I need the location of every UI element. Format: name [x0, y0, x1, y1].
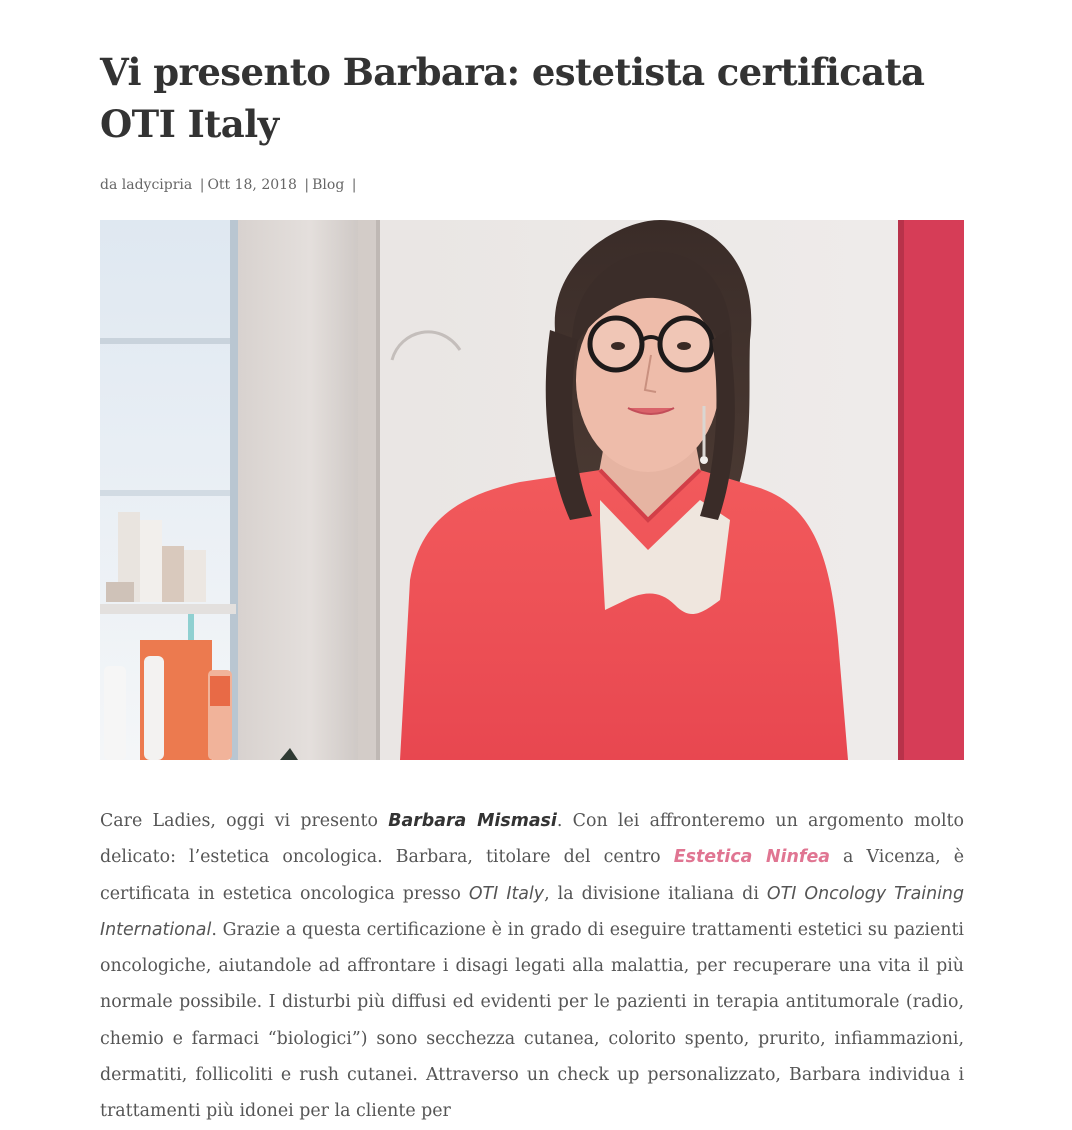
photo-portrait-icon	[100, 220, 964, 760]
meta-separator: |	[304, 177, 310, 193]
meta-by-prefix: da	[100, 177, 118, 193]
blog-article	[100, 0, 965, 1122]
post-date: Ott 18, 2018	[207, 177, 297, 193]
body-text-2: . Con lei affronteremo un argomento molto delicato: l’estetica oncologica. Barbara, titolare del centro	[100, 811, 965, 868]
oti-full-name: OTI Oncology Training International	[100, 883, 964, 940]
post-title: Vi presento Barbara: estetista certificata OTI Italy	[100, 50, 925, 146]
person-name: Barbara Mismasi	[388, 811, 557, 831]
author-link[interactable]: ladycipria	[121, 177, 193, 193]
estetica-ninfea-link[interactable]: Estetica Ninfea	[673, 847, 830, 868]
featured-image	[100, 220, 964, 760]
post-meta	[100, 174, 964, 196]
body-text-3: a Vicenza, è certificata in estetica oncologica presso	[100, 847, 964, 904]
meta-separator: |	[199, 177, 205, 193]
body-text-4: , la divisione italiana di	[544, 883, 767, 904]
body-text-1: Care Ladies, oggi vi presento	[100, 811, 389, 831]
meta-separator: |	[351, 177, 357, 193]
category-link[interactable]: Blog	[312, 177, 345, 193]
body-text-5: . Grazie a questa certificazione è in grado di eseguire trattamenti estetici su pazienti oncologiche, aiutandole ad affrontare i disagi legati alla malattia, per recuperare una vita il più normale possibile. I disturbi più diffusi ed evidenti per le pazienti in terapia antitumorale (radio, chemio e farmaci “biologici”) sono secchezza cutanea, colorito spento, prurito, infiammazioni, dermatiti, follicoliti e rush cutanei. Attraverso un check up personalizzato, Barbara individua i trattamenti più idonei per la cliente per	[100, 919, 964, 1122]
oti-italy-text: OTI Italy	[468, 883, 545, 904]
post-body-paragraph	[100, 803, 964, 1130]
